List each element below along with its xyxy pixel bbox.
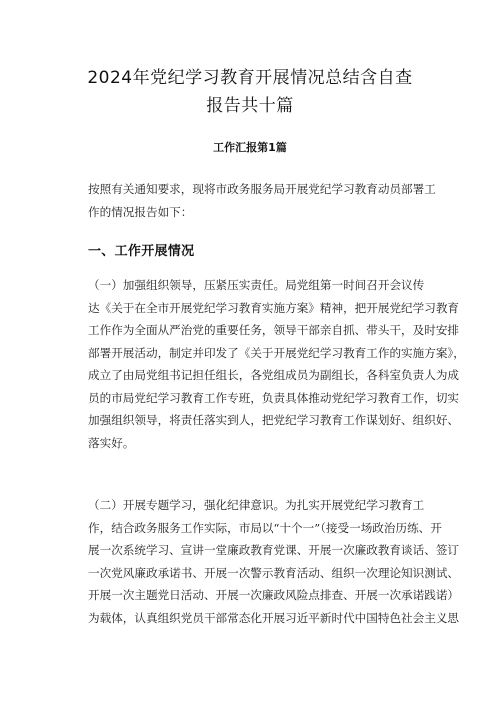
paragraph-line: 达《关于在全市开展党纪学习教育实施方案》精神，把开展党纪学习教育 bbox=[88, 300, 460, 315]
paragraph-line: 为载体，认真组织党员干部常态化开展习近平新时代中国特色社会主义思 bbox=[88, 610, 460, 625]
paragraph-line: 作，结合政务服务工作实际，市局以“十个一”（接受一场政治历练、开 bbox=[88, 520, 442, 535]
paragraph-line: 加强组织领导，将责任落实到人，把党纪学习教育工作谋划好、组织好、 bbox=[88, 413, 460, 427]
document-title-line-2: 报告共十篇 bbox=[206, 96, 294, 116]
paragraph-line: 工作作为全面从严治党的重要任务，领导干部亲自抓、带头干，及时安排 bbox=[88, 323, 460, 337]
intro-line: 按照有关通知要求，现将市政务服务局开展党纪学习教育动员部署工 bbox=[88, 182, 436, 196]
paragraph-line: 展一次系统学习、宣讲一堂廉政教育党课、开展一次廉政教育谈话、签订 bbox=[88, 543, 460, 557]
paragraph-line: 成立了由局党组书记担任组长，各党组成员为副组长，各科室负责人为成 bbox=[88, 368, 460, 382]
document-title-line-1: 2024年党纪学习教育开展情况总结含自查 bbox=[87, 68, 413, 88]
document-subtitle: 工作汇报第1篇 bbox=[213, 141, 287, 154]
paragraph-1 bbox=[88, 274, 465, 454]
paragraph-line: 落实好。 bbox=[88, 435, 135, 450]
section-heading: 一、工作开展情况 bbox=[88, 244, 195, 259]
paragraph-line: 部署开展活动，制定并印发了《关于开展党纪学习教育工作的实施方案》， bbox=[88, 345, 465, 360]
paragraph-line: 一次党风廉政承诺书、开展一次警示教育活动、组织一次理论知识测试、 bbox=[88, 565, 460, 580]
intro-paragraph bbox=[88, 178, 436, 223]
paragraph-2 bbox=[88, 494, 460, 629]
paragraph-line: （二）开展专题学习，强化纪律意识。为扎实开展党纪学习教育工 bbox=[88, 498, 425, 512]
intro-line: 作的情况报告如下： bbox=[88, 204, 193, 219]
paragraph-line: 员的市局党纪学习教育工作专班，负责具体推动党纪学习教育工作，切实 bbox=[88, 390, 460, 405]
paragraph-line: （一）加强组织领导，压紧压实责任。局党组第一时间召开会议传 bbox=[88, 278, 425, 292]
paragraph-line: 开展一次主题党日活动、开展一次廉政风险点排查、开展一次承诺践诺） bbox=[88, 588, 460, 602]
